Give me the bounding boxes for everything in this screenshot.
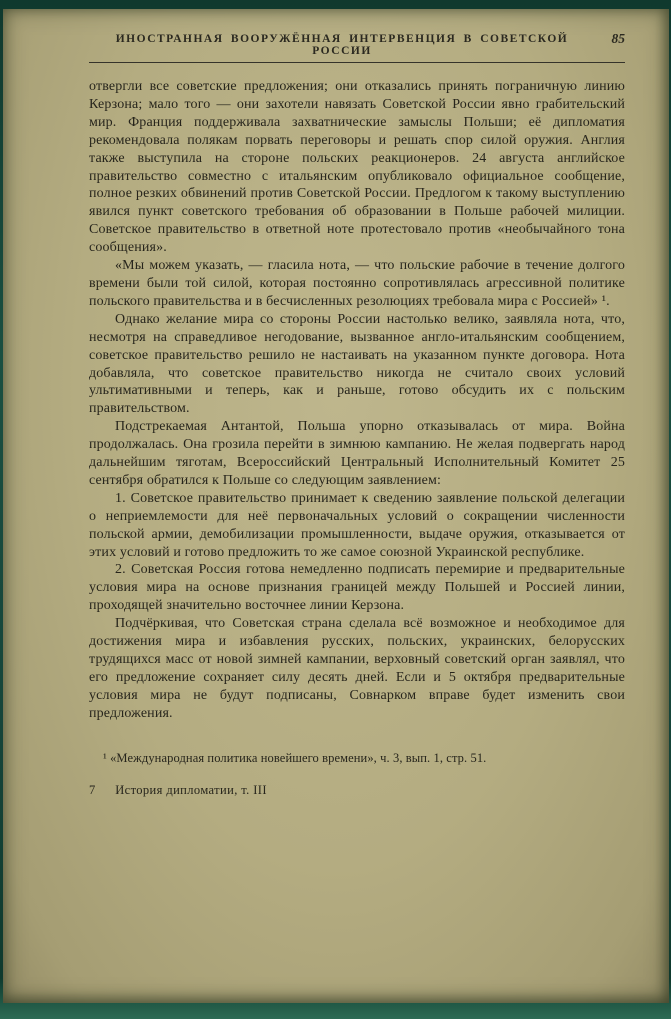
page-content: [89, 33, 625, 798]
paragraph: отвергли все советские предложения; они отказались принять пограничную линию Керзона; мало того — они захотели навязать Советской России явно грабительский мир. Франция поддерживала захватнические замыслы Польши; её дипломатия рекомендовала полякам порвать переговоры и решать спор силой оружия. Англия также выступила на стороне польских реакционеров. 24 августа английское правительство совместно с итальянским опубликовало официальное сообщение, полное резких обвинений против Советской России. Предлогом к такому выступлению явился пункт советского требования об образовании в Польше рабочей милиции. Советское правительство в ответной ноте протестовало против «необычайного тона сообщения».: [89, 79, 625, 256]
page-number: 85: [611, 31, 625, 46]
footnote: ¹ «Международная политика новейшего времени», ч. 3, вып. 1, стр. 51.: [103, 750, 487, 765]
body-text: [89, 78, 625, 723]
book-page-paper: [3, 9, 669, 1003]
paragraph: Подчёркивая, что Советская страна сделала всё возможное и необходимое для достижения мира и избавления русских, польских, украинских, белорусских трудящихся масс от новой зимней кампании, верховный советский орган заявлял, что его предложение сохраняет силу десять дней. Если и 5 октября предварительные условия мира не будут подписаны, Совнарком вправе будет изменить свои предложения.: [89, 616, 625, 721]
signature-title: История дипломатии, т. III: [115, 782, 267, 797]
printer-signature: [89, 783, 625, 798]
paragraph: 1. Советское правительство принимает к сведению заявление польской делегации о неприемлемости для неё первоначальных условий о сокращении численности польской армии, демобилизации промышленности, выдаче оружия, отказывается от этих условий и готово предложить то же самое союзной Украинской республике.: [89, 490, 625, 560]
running-head: [89, 33, 625, 63]
paragraph: Подстрекаемая Антантой, Польша упорно отказывалась от мира. Война продолжалась. Она грозила перейти в зимнюю кампанию. Не желая подвергать народ дальнейшим тяготам, Всероссийский Центральный Исполнительный Комитет 25 сентября обратился к Польше со следующим заявлением:: [89, 419, 625, 488]
paragraph: «Мы можем указать, — гласила нота, — что польские рабочие в течение долгого времени были той силой, которая постоянно сопротивлялась агрессивной политике польского правительства и в бесчисленных резолюциях требовала мира с Россией» ¹.: [89, 258, 625, 309]
paragraph: Однако желание мира со стороны России настолько велико, заявляла нота, что, несмотря на справедливое негодование, вызванное англо-итальянским сообщением, советское правительство решило не настаивать на указанном пункте договора. Нота добавляла, что советское правительство никогда не считало своих условий ультимативными и теперь, как и раньше, готово обсудить их с польским правительством.: [89, 311, 625, 417]
running-head-title: ИНОСТРАННАЯ ВООРУЖЁННАЯ ИНТЕРВЕНЦИЯ В СОВЕТСКОЙ РОССИИ: [115, 33, 569, 57]
paragraph: 2. Советская Россия готова немедленно подписать перемирие и предварительные условия мира на основе признания границей между Польшей и Россией линии, проходящей значительно восточнее линии Керзона.: [89, 562, 625, 614]
signature-number: 7: [89, 782, 96, 797]
